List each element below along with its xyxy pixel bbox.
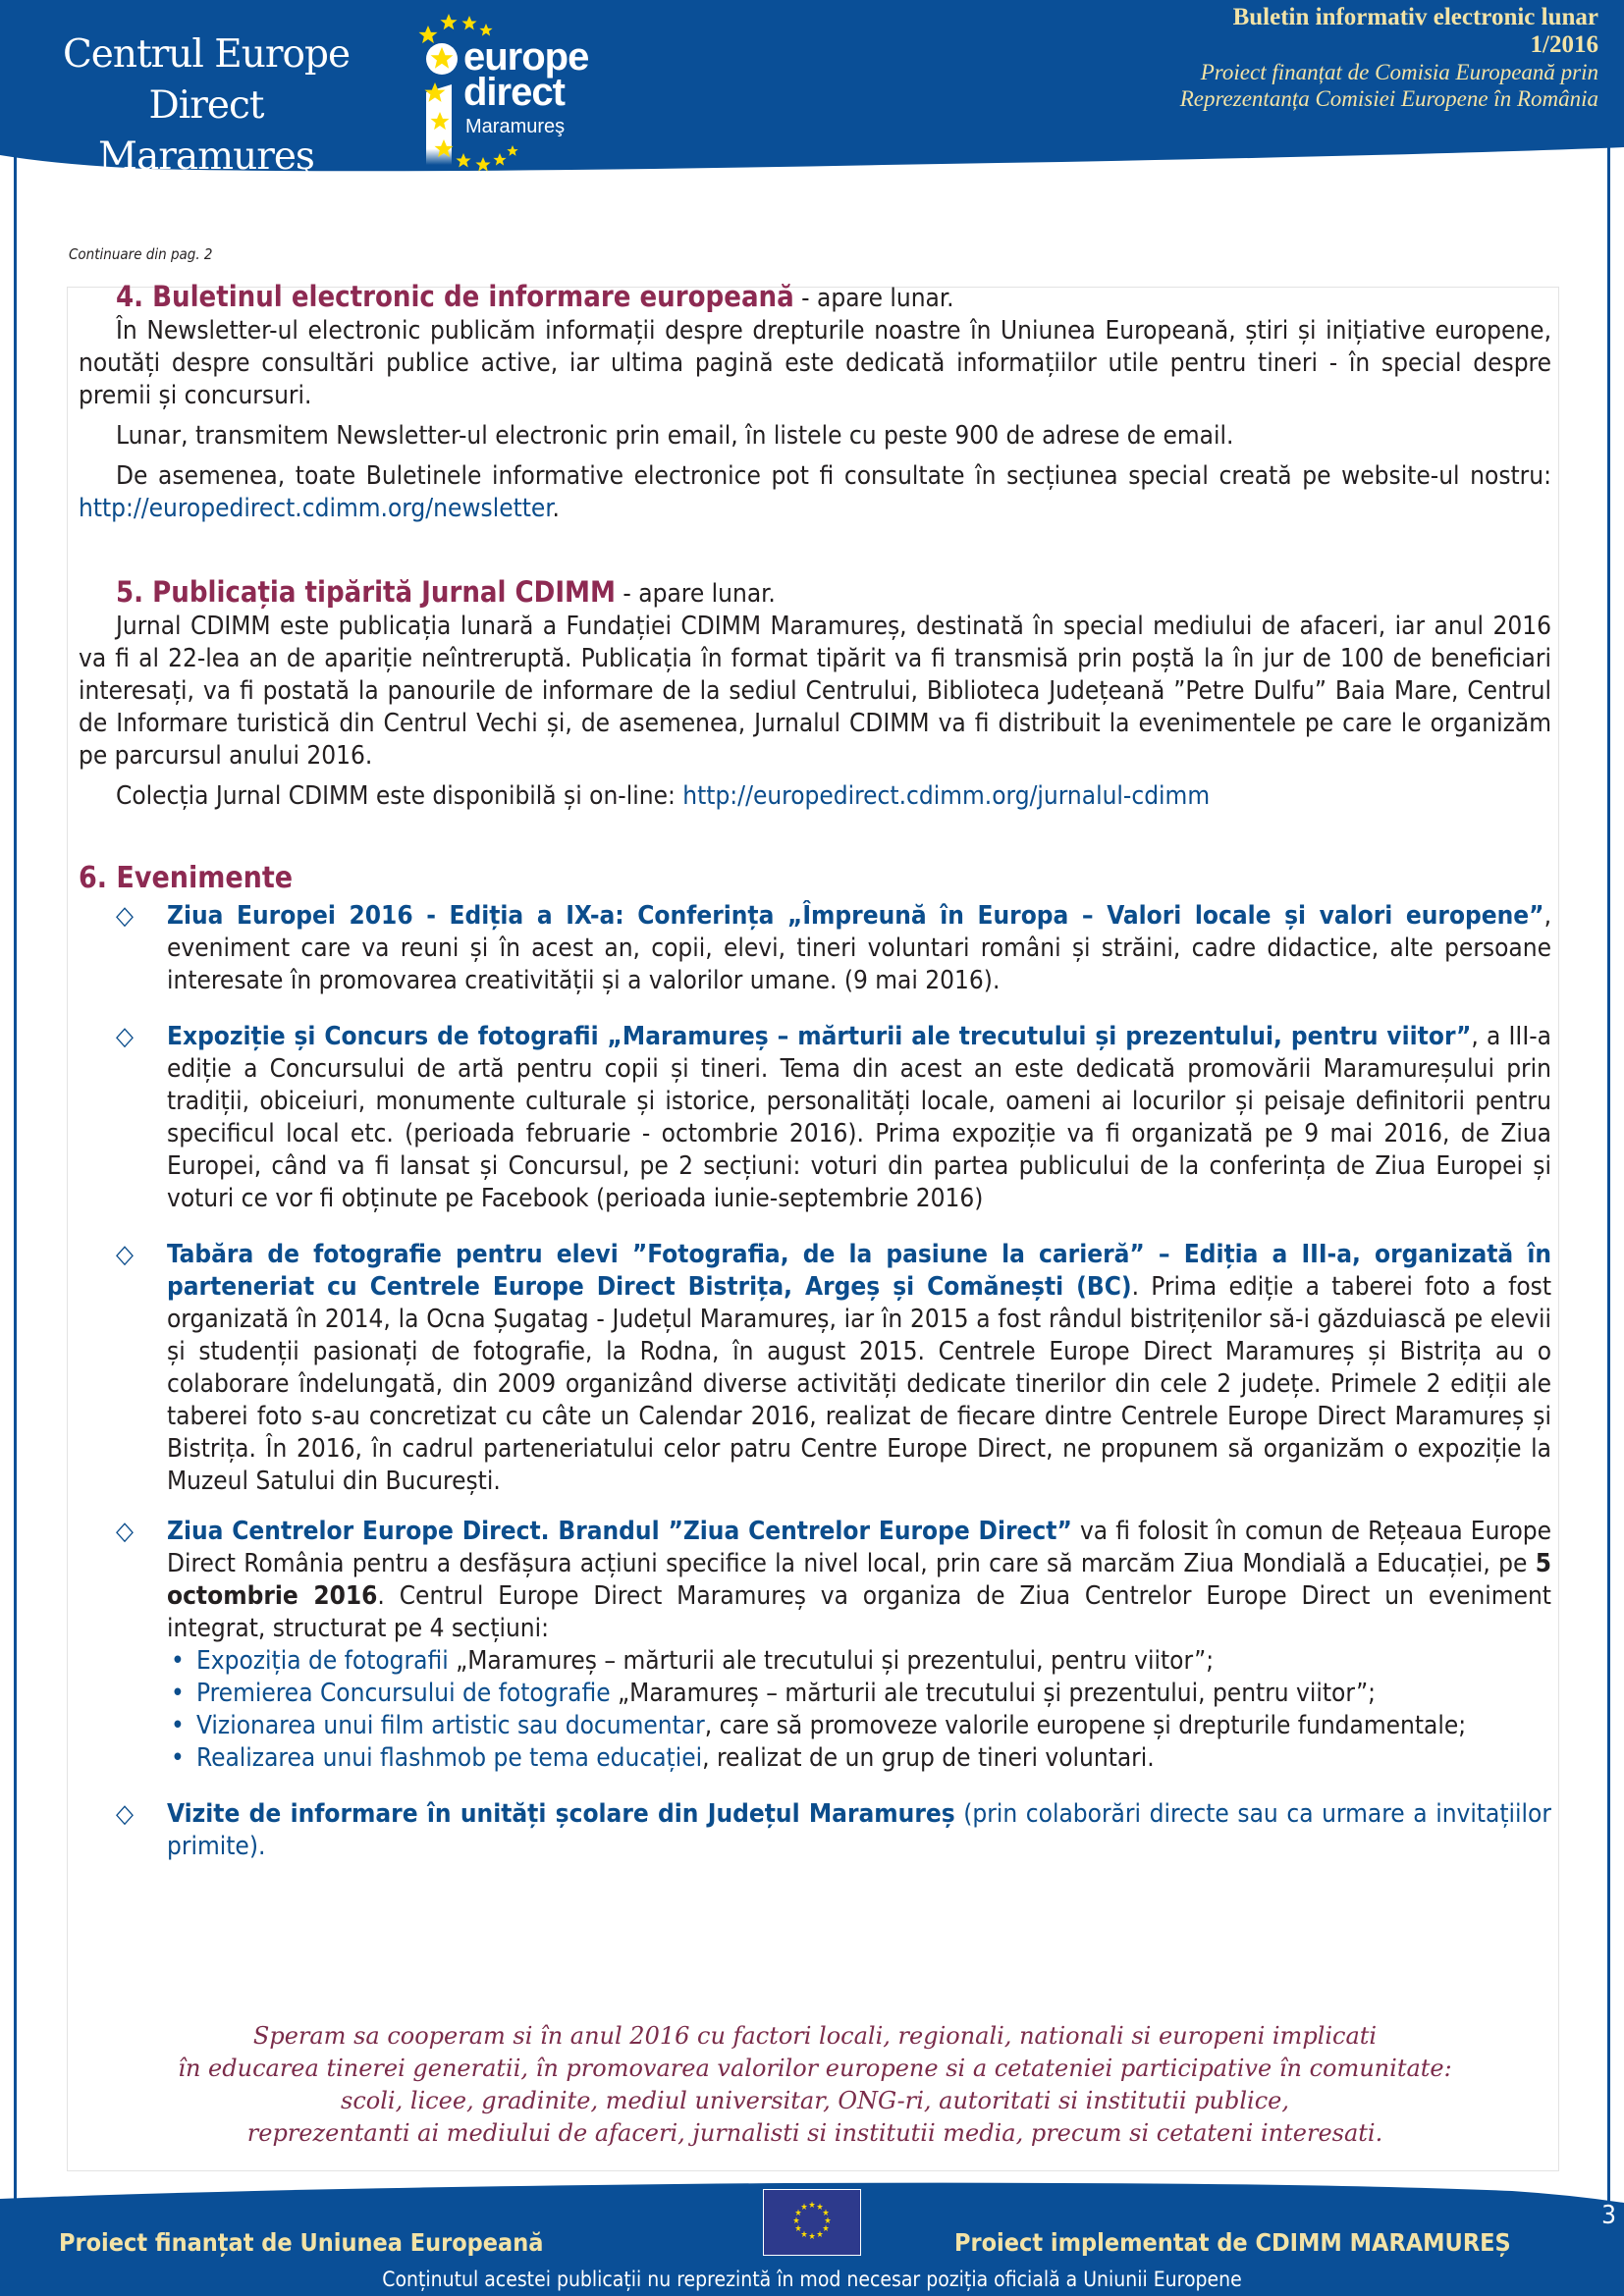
event-date: 5 octombrie 2016 [167,1549,1551,1611]
section5-heading [79,576,1551,611]
diamond-bullet-icon: ◇ [116,901,134,931]
diamond-bullet-icon: ◇ [116,1799,134,1829]
section4-title: 4. Buletinul electronic de informare europeană [116,280,794,313]
section4-para2: Lunar, transmitem Newsletter-ul electronic prin email, în listele cu peste 900 de adrese de email. [116,421,1234,451]
event-item [79,1239,1551,1498]
subsection-link[interactable]: Realizarea unui flashmob pe tema educației [196,1743,703,1773]
svg-text:★: ★ [822,2209,830,2218]
svg-text:★: ★ [808,2201,816,2211]
center-name [39,29,373,183]
svg-text:★: ★ [816,2203,824,2213]
section4-para3 [79,460,1551,525]
event-text [167,1021,1551,1215]
footer-funding-text: Proiect finanțat de Uniunea Europeană [59,2228,544,2257]
event-item [79,1798,1551,1863]
diamond-bullet-icon: ◇ [116,1240,134,1269]
closing-line4: reprezentanti ai mediului de afaceri, jurnalisti si institutii media, precum si cetateni interesati. [246,2119,1383,2147]
jurnal-link[interactable]: http://europedirect.cdimm.org/jurnalul-cdimm [682,781,1211,811]
section5-title: 5. Publicația tipărită Jurnal CDIMM [116,575,616,609]
left-border-line [14,157,17,2218]
subsection-link[interactable]: Expoziția de fotografii [196,1646,449,1676]
newsletter-link[interactable]: http://europedirect.cdimm.org/newsletter [79,494,553,523]
list-item [167,1742,1551,1775]
event-description-end: . Centrul Europe Direct Maramureș va organiza de Ziua Centrelor Europe Direct un eveniment integrat, structurat pe 4 secțiuni: [167,1581,1551,1643]
footer-implementer-text: Proiect implementat de CDIMM MARAMUREȘ [954,2228,1511,2257]
subsection-text: , care să promoveze valorile europene și drepturile fundamentale; [704,1711,1467,1740]
subsection-link[interactable]: Premierea Concursului de fotografie [196,1679,611,1708]
event-description: , a III-a ediție a Concursului de artă pentru copii și tineri. Tema din acest an este dedicată promovării Maramureșului prin tradiții, obiceiuri, monumente culturale și istorice, personalități locale, oameni ai locurilor și peisaje definitorii pentru specificul local etc. (perioada februarie - octombrie 2016). Prima expoziție va fi organizată pe 9 mai 2016, de Ziua Europei, când va fi lansat și Concursul, pe 2 secțiuni: voturi din partea publicului de la conferința de Ziua Europei și voturi ce vor fi obținute pe Facebook (perioada iunie-septembrie 2016) [167,1022,1551,1213]
event-text [167,1239,1551,1498]
event-text [167,1798,1551,1863]
section4-frequency: - apare lunar. [793,284,954,313]
section5-para2 [79,780,1551,813]
section6-title: 6. Evenimente [79,861,294,895]
event-title: Ziua Europei 2016 - Ediția a IX-a: Conferința „Împreună în Europa – Valori locale și valori europene” [167,901,1544,931]
event-item [79,1516,1551,1775]
center-name-line1: Centrul Europe [62,32,351,77]
svg-text:★: ★ [808,2232,816,2242]
bulletin-title: Buletin informativ electronic lunar [1232,4,1598,30]
bulletin-info [1180,4,1598,112]
logo-word-europe: europe [463,35,589,79]
event-text [167,1516,1551,1645]
section4-heading [79,281,1551,315]
svg-text:★: ★ [800,2230,808,2240]
section5-para1: Jurnal CDIMM este publicația lunară a Fundației CDIMM Maramureș, destinată în special mediului de afaceri, iar anul 2016 va fi al 22-lea an de apariție neîntreruptă. Publicația în format tipărit va fi transmisă prin poștă la în jur de 100 de beneficiari interesați, va fi postată la panourile de informare de la sediul Centrului, Biblioteca Județeană ”Petre Dulfu” Baia Mare, Centrul de Informare turistică din Centrul Vechi și, de asemenea, Jurnalul CDIMM va fi distribuit la evenimentele pe care le organizăm pe parcursul anului 2016. [79,612,1551,771]
right-border-line [1607,147,1610,2209]
funding-line2: Reprezentanța Comisiei Europene în România [1179,86,1598,111]
event-description: va fi folosit în comun de Rețeaua Europe Direct România pentru a desfășura acțiuni specifice la nivel local, prin care să marcăm Ziua Mondială a Educației, pe [167,1517,1552,1578]
list-item [167,1710,1551,1742]
closing-line3: scoli, licee, gradinite, mediul universitar, ONG-ri, autoritati si institutii publice, [341,2087,1289,2114]
event-description: (prin colaborări directe sau ca urmare a invitațiilor primite). [167,1799,1551,1861]
list-item [167,1678,1551,1710]
page-footer [0,2169,1624,2296]
subsection-link[interactable]: Vizionarea unui film artistic sau documentar [196,1711,705,1740]
event-title: Expoziție și Concurs de fotografii „Maramureș – mărturii ale trecutului și prezentului, pentru viitor” [167,1022,1472,1051]
footer-disclaimer: Conținutul acestei publicații nu reprezintă în mod necesar poziția oficială a Uniunii Europene [382,2268,1242,2291]
subsection-text: „Maramureș – mărturii ale trecutului și prezentului, pentru viitor”; [448,1646,1215,1676]
europe-direct-logo [412,8,609,175]
section4-para3-end: . [552,494,560,523]
logo-word-maramures: Maramureş [465,116,566,137]
section5-frequency: - apare lunar. [615,579,776,609]
event-description: . Prima ediție a taberei foto a fost organizată în 2014, la Ocna Șugatag - Județul Maramureș, iar în 2015 a fost rândul bistrițenilor să-i găzduiască pe elevii și studenții pasionați de fotografie, la Rodna, în august 2015. Centrele Europe Direct Maramureș și Bistrița au o colaborare îndelungată, din 2009 organizând diverse activități dedicate tinerilor din cele 2 județe. Primele 2 ediții ale taberei foto s-au concretizat cu câte un Calendar 2016, realizat de fiecare dintre Centrele Europe Direct Maramureș și Bistrița. În 2016, în cadrul parteneriatului celor patru Centre Europe Direct, ne propunem să organizăm o expoziție la Muzeul Satului din București. [167,1272,1552,1496]
svg-text:★: ★ [792,2216,800,2226]
continuation-note: Continuare din pag. 2 [69,245,213,263]
funding-line1: Proiect finanțat de Comisia Europeană prin [1200,60,1598,84]
section4-para1: În Newsletter-ul electronic publicăm informații despre drepturile noastre în Uniunea Europeană, știri și inițiative europene, noutăți despre consultări publice active, iar ultima pagină este dedicată informațiilor utile pentru tineri - în special despre premii și concursuri. [79,316,1551,410]
svg-text:★: ★ [800,2203,808,2213]
event-description: , eveniment care va reuni și în acest an, copii, elevi, tineri voluntari români și străini, cadre didactice, alte persoane interesate în promovarea creativității și a valorilor umane. (9 mai 2016). [167,901,1551,995]
closing-message [79,2020,1551,2150]
logo-word-direct: direct [463,71,565,114]
svg-text:★: ★ [794,2209,802,2218]
closing-line2: în educarea tinerei generatii, în promovarea valorilor europene si a cetateniei participative în comunitate: [178,2055,1452,2082]
section4-para3-text: De asemenea, toate Buletinele informative electronice pot fi consultate în secțiunea special creată pe website-ul nostru: [116,461,1551,491]
issue-number: 1/2016 [1530,31,1598,58]
diamond-bullet-icon: ◇ [116,1022,134,1051]
list-item [167,1645,1551,1678]
event-title: Ziua Centrelor Europe Direct. Brandul ”Ziua Centrelor Europe Direct” [167,1517,1072,1546]
event-item [79,1021,1551,1215]
center-name-line2: Direct Maramureş [98,83,314,179]
event-subsections-list [167,1645,1551,1775]
subsection-text: „Maramureș – mărturii ale trecutului și prezentului, pentru viitor”; [610,1679,1377,1708]
event-text [167,900,1551,997]
svg-text:★: ★ [794,2224,802,2234]
event-title: Tabăra de fotografie pentru elevi ”Fotografia, de la pasiune la carieră” – Ediția a III-a, organizată în parteneriat cu Centrele Europe Direct Bistrița, Argeș și Comănești (BC) [167,1240,1551,1302]
svg-text:★: ★ [822,2224,830,2234]
svg-text:★: ★ [816,2230,824,2240]
article-body [79,281,1551,1863]
closing-line1: Speram sa cooperam si în anul 2016 cu factori locali, regionali, nationali si europeni implicati [252,2022,1378,2050]
eu-flag-icon [763,2189,861,2256]
svg-text:★: ★ [824,2216,832,2226]
event-title: Vizite de informare în unități școlare din Județul Maramureș [167,1799,955,1829]
subsection-text: , realizat de un grup de tineri voluntari. [702,1743,1155,1773]
page-header [0,0,1624,196]
event-item [79,900,1551,997]
section5-para2-text: Colecția Jurnal CDIMM este disponibilă și on-line: [116,781,683,811]
page-number: 3 [1601,2201,1616,2230]
diamond-bullet-icon: ◇ [116,1517,134,1546]
